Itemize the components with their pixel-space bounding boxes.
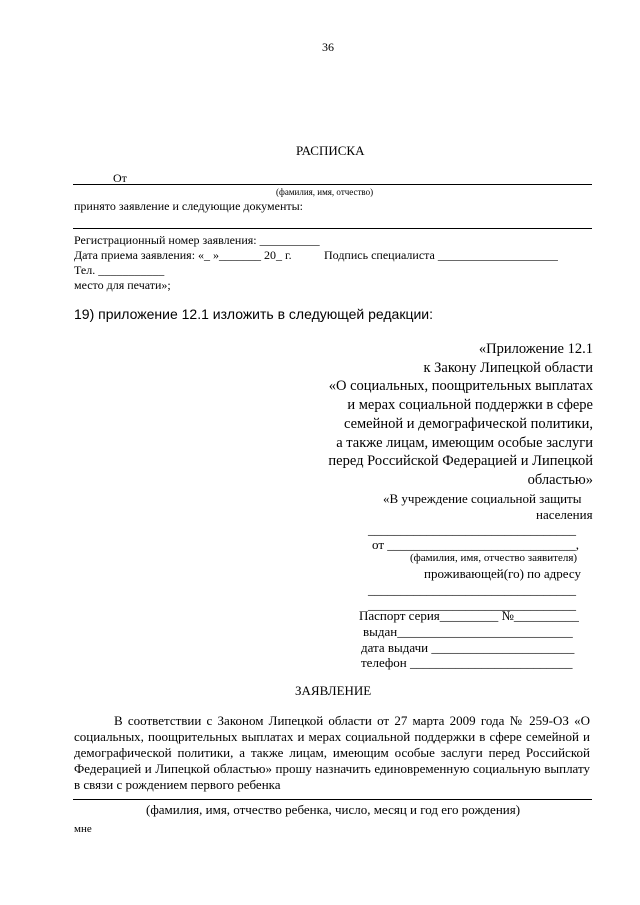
address-blank-2: ________________________________ xyxy=(368,597,576,612)
phone-line: телефон _________________________ xyxy=(361,655,573,670)
signature-line: Подпись специалиста ____________________ xyxy=(324,248,558,262)
appendix-line: а также лицам, имеющим особые заслуги xyxy=(336,434,593,451)
child-caption: (фамилия, имя, отчество ребенка, число, месяц и год его рождения) xyxy=(146,802,521,817)
reg-number-line: Регистрационный номер заявления: __________ xyxy=(74,233,320,247)
appendix-header xyxy=(253,340,593,490)
page-number: 36 xyxy=(322,40,334,54)
appendix-line: и мерах социальной поддержки в сфере xyxy=(347,397,593,414)
appendix-line: «Приложение 12.1 xyxy=(478,341,593,357)
appendix-line: к Закону Липецкой области xyxy=(423,359,593,376)
residing-label: проживающей(го) по адресу xyxy=(424,566,581,581)
accepted-text: принято заявление и следующие документы: xyxy=(74,199,304,213)
applicant-from-line: от _____________________________, xyxy=(372,537,580,552)
application-body-line: в связи с рождением первого ребенка xyxy=(74,777,281,792)
receipt-title: РАСПИСКА xyxy=(296,143,365,158)
application-body-line: социальных, поощрительных выплатах и мерах социальной поддержки в сфере семейной и xyxy=(74,729,590,744)
appendix-line: областью» xyxy=(527,471,593,488)
application-body-line: демографической политики, а также лицам, имеющим особые заслуги перед Российской xyxy=(74,745,590,760)
documents-underline xyxy=(73,228,592,229)
passport-line: Паспорт серия_________ №__________ xyxy=(359,608,579,623)
applicant-caption: (фамилия, имя, отчество заявителя) xyxy=(410,552,578,564)
stamp-line: место для печати»; xyxy=(74,278,171,292)
addressee-blank: ________________________________ xyxy=(368,522,576,537)
addressee-line-1: «В учреждение социальной защиты xyxy=(383,491,582,506)
address-blank-1: ________________________________ xyxy=(368,582,576,597)
appendix-line: семейной и демографической политики, xyxy=(343,415,593,432)
application-title: ЗАЯВЛЕНИЕ xyxy=(295,683,372,698)
appendix-line: «О социальных, поощрительных выплатах xyxy=(328,378,593,395)
from-underline xyxy=(73,184,592,185)
appendix-line: перед Российской Федерацией и Липецкой xyxy=(328,453,593,470)
from-caption: (фамилия, имя, отчество) xyxy=(276,187,374,197)
child-underline xyxy=(73,799,592,800)
tel-line: Тел. ___________ xyxy=(74,263,165,277)
application-body-line: В соответствии с Законом Липецкой области от 27 марта 2009 года № 259-ОЗ «О xyxy=(114,713,590,728)
amendment-text: 19) приложение 12.1 изложить в следующей редакции: xyxy=(74,306,433,322)
to-me-text: мне xyxy=(74,823,92,835)
date-line: Дата приема заявления: «_ »_______ 20_ г. xyxy=(74,248,292,262)
issue-date-line: дата выдачи ______________________ xyxy=(361,640,575,655)
addressee-line-2: населения xyxy=(536,507,593,522)
issued-line: выдан___________________________ xyxy=(363,624,573,639)
application-body-line: Федерацией и Липецкой областью» прошу назначить единовременную социальную выплату xyxy=(74,761,590,776)
receipt-from-label: От xyxy=(113,171,127,185)
